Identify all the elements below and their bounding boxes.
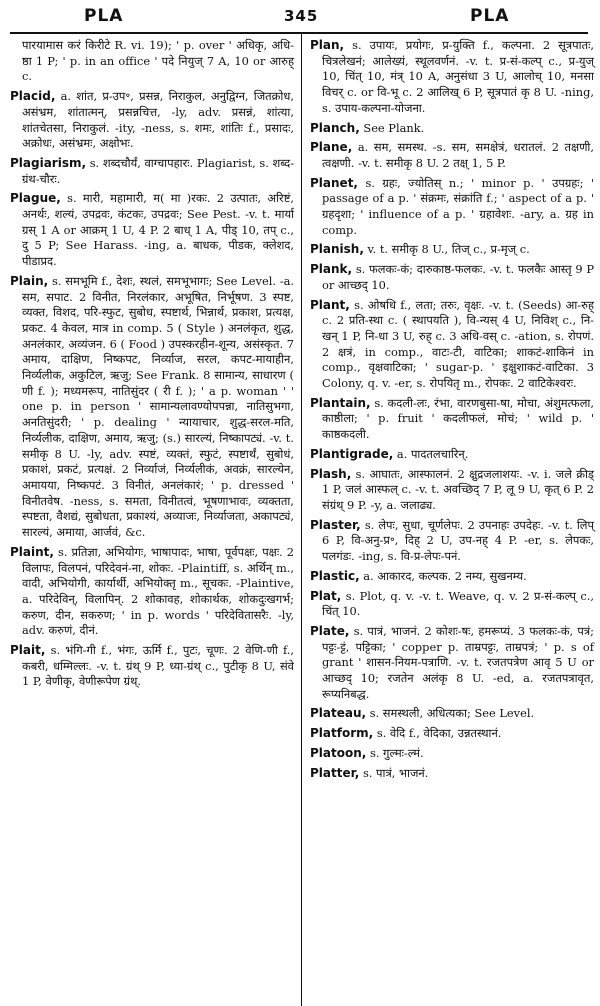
entry-headword: Platter, <box>310 765 360 780</box>
entry-definition: See Plank. <box>363 120 425 135</box>
entry-headword: Plantigrade, <box>310 446 394 461</box>
entry-definition: s. ग्रहः, ज्योतिस् n.; ' minor p. ' उपग्रहः; ' passage of a p. ' संक्रमः, संक्रांति f.; ' aspect of a p. ' ग्रहदृशा; ' influence of a p. ' ग्रहावेशः. -ary, a. ग्रह in comp. <box>322 175 595 237</box>
entry-definition: a. पादतलचारिन्. <box>396 446 469 461</box>
entry-definition: a. सम, समस्थ. -s. सम, समक्षेत्रं, धरातलं. 2 तक्षणी, त्वक्षणी. -v. t. समीकृ 8 U. 2 तक्ष् 1, 5 P. <box>322 140 595 170</box>
entry-definition: s. प्रतिज्ञा, अभियोगः, भाषापादः, भाषा, पूर्वपक्षः, पक्षः. 2 विलापः, विलपनं, परिदेवनं-ना, शोकः. -Plaintiff, s. अर्थिन् m., वादी, अभियोगी, कार्यार्थी, अभियोक्तृ m., सूचकः. -Plaintive, a. परिदेविन्, विलापिन्. 2 शोकावह, शोकार्थक, शोकदुःखगर्भ; करुण, दीन, सकरुण; ' in p. words ' परिदेवितासरैः. -ly, adv. करुणं, दीनं. <box>22 544 295 638</box>
dictionary-entry <box>310 447 594 463</box>
entry-headword: Plant, <box>310 297 350 312</box>
dictionary-entry <box>310 589 594 620</box>
entry-definition: s. फलकः-कं; दारुकाष्ठ-फलकः. -v. t. फलकैः आस्तृ 9 P or आच्छद् 10. <box>322 262 594 292</box>
entry-headword: Plastic, <box>310 568 360 583</box>
dictionary-entry <box>10 274 294 541</box>
dictionary-entry <box>10 156 294 187</box>
dictionary-entry <box>310 38 594 117</box>
entry-headword: Plait, <box>10 643 46 658</box>
entry-definition: s. पात्रं, भाजनं. <box>362 765 429 780</box>
dictionary-entry <box>310 140 594 171</box>
entry-headword: Plate, <box>310 623 350 638</box>
right-entry-list <box>310 38 594 781</box>
entry-definition: s. भंगि-गी f., भंगः, ऊर्मि f., पुटः, चूणः. 2 वेणि-णी f., कबरी, धम्मिल्लः. -v. t. ग्रंथ् 9 P, ध्या-ग्रंथ् c., पुटीकृ 8 U, संवे 1 P, वेणीकृ, वेणीरूपेण ग्रंथ्. <box>22 643 294 689</box>
continued-entry: पारयामास करं किरीटे R. vi. 19); ' p. over ' अधिकृ, अधि-ष्ठा 1 P; ' p. in an office ' पदे नियुज् 7 A, 10 or आरुह् c. <box>22 38 294 84</box>
dictionary-entry <box>310 624 594 703</box>
entry-headword: Plateau, <box>310 706 367 721</box>
left-entry-list <box>10 89 294 690</box>
entry-definition: s. आघातः, आस्फालनं. 2 क्षुद्रजलाशयः. -v. i. जले क्रीड् 1 P, जलं आस्फल् c. -v. t. अवच्छिद् 7 P, लू 9 U, कृत् 6 P. 2 संग्रंथ् 9 P. -y, a. जलाढ्य. <box>322 466 594 512</box>
entry-headword: Platoon, <box>310 745 367 760</box>
entry-definition: s. समस्थली, अधित्यका; See Level. <box>369 706 535 721</box>
right-column <box>310 38 594 785</box>
dictionary-entry <box>310 298 594 392</box>
entry-definition: a. आकारद, कल्पक. 2 नम्य, सुखनम्य. <box>363 568 527 583</box>
dictionary-entry <box>10 191 294 270</box>
dictionary-entry <box>310 242 594 258</box>
entry-definition: s. वेदि f., वेदिका, उन्नतस्थानं. <box>376 726 502 741</box>
header-rule <box>10 32 588 34</box>
dictionary-entry <box>310 746 594 762</box>
entry-headword: Planch, <box>310 120 360 135</box>
dictionary-entry <box>310 706 594 722</box>
entry-headword: Plaint, <box>10 544 54 559</box>
page-header <box>0 0 600 34</box>
entry-definition: s. लेपः, सुधा, चूर्णलेपः. 2 उपनाहः उपदेहः. -v. t. लिप् 6 P, वि-अनु-प्र॰, दिह् 2 U, उप-नह् 4 P. -er, s. लेपकः, पलगंडः. -ing, s. वि-प्र-लेपः-पनं. <box>322 517 594 564</box>
column-divider <box>301 34 302 1006</box>
entry-headword: Plane, <box>310 140 353 155</box>
dictionary-entry <box>310 518 594 565</box>
dictionary-entry <box>310 176 594 239</box>
entry-definition: s. गुल्मः-ल्मं. <box>369 745 424 760</box>
entry-definition: s. पात्रं, भाजनं. 2 कोशः-षः, हमरूप्यं. 3 फलकः-कं, पत्रं; पट्टः-ट्टं, पट्टिका; ' copper p. ताम्रपट्टः, ताम्रपत्रं; ' p. s of grant ' शासन-नियम-पत्राणि. -v. t. रजतपत्रेण आवृ 5 U or आच्छद् 10; रजतेन अलंकृ 8 U. -ed, a. रजतपत्रावृत, रूप्यनिबद्ध. <box>322 623 594 701</box>
entry-headword: Plan, <box>310 38 345 52</box>
entry-headword: Plank, <box>310 262 353 277</box>
page-number: 345 <box>284 7 319 25</box>
entry-headword: Plague, <box>10 191 61 206</box>
entry-definition: s. समभूमि f., देशः, स्थलं, समभूभागः; See Level. -a. सम, सपाट. 2 विनीत, निरलंकार, अभूषित, निर्भूषण. 3 स्पष्ट, व्यक्त, विशद, परि-स्फुट, सुबोध, स्पष्टार्थ, भिन्नार्थ, प्रकाश, प्रत्यक्ष, प्रकट. 4 केवल, मात्र in comp. 5 ( Style ) अनलंकृत, शुद्ध, अनलंकार, अव्यंजन. 6 ( Food ) उपस्करहीन-शून्य, असंस्कृत. 7 अमाय, दाक्षिण, निष्कपट, निर्व्याज, सरल, कपट-मायाहीन, निर्व्यलीक, अकुटिल, ऋजु; See Frank. 8 सामान्य, साधारण ( णी f. ); मध्यमरूप, नातिसुंदर ( री f. ); ' a p. woman ' ' one p. in person ' सामान्यलावण्योपपन्ना, नातिसुभगा, अनतिसुंदरी; ' p. dealing ' न्यायाचार, शुद्ध-सरल-मति, निर्व्यलीक, दाक्षिण, अमाय, ऋजु; (s.) सारल्यं, निष्कापट्यं. -v. t. समीकृ 8 U. -ly, adv. स्पष्टं, व्यक्तं, स्फुटं, स्पष्टार्थं, सुबोधं, प्रकाशं, प्रकटं, प्रत्यक्षं. 2 निर्व्याजं, निर्व्यलीकं, अवक्रं, सारल्येन, अमायया, निष्कपटं. 3 विनीतं, अनलंकारं; ' p. dressed ' विनीतवेष. -ness, s. समता, विनीतत्वं, भूषणाभावः, व्यक्तता, स्पष्टता, वैशद्यं, सुबोधता, प्रकाश्यं, अव्याजः, निर्व्याजता, अकापट्यं, सारल्यं, अमाया, आर्जवं, &c. <box>22 273 295 540</box>
dictionary-entry <box>310 262 594 293</box>
entry-headword: Plaster, <box>310 517 361 532</box>
dictionary-entry <box>310 766 594 782</box>
entry-definition: s. उपायः, प्रयोगः, प्र-युक्ति f., कल्पना. 2 सूत्रपातः, चित्रलेखनं; आलेख्यं, स्थूलवर्णनं. -v. t. प्र-सं-कल्प् c., प्र-युज् 10, चिंत् 10, मंत्र् 10 A, अनुसंधा 3 U, आलोच् 10, मनसा विचर् c. or वि-भू c. 2 आलिख् 6 P, सूत्रपातं कृ 8 U. -ning, s. उपाय-कल्पना-योजना. <box>322 38 594 115</box>
entry-headword: Planish, <box>310 242 364 257</box>
dictionary-entry <box>10 545 294 639</box>
entry-headword: Plagiarism, <box>10 155 87 170</box>
dictionary-entry <box>310 121 594 137</box>
entry-headword: Plash, <box>310 466 352 481</box>
entry-headword: Plat, <box>310 588 342 603</box>
dictionary-entry <box>10 89 294 152</box>
entry-definition: s. Plot, q. v. -v. t. Weave, q. v. 2 प्र-सं-कल्प् c., चिंत् 10. <box>322 588 594 619</box>
entry-headword: Platform, <box>310 726 374 741</box>
entry-definition: v. t. समीकृ 8 U., तिज् c., प्र-मृज् c. <box>367 242 530 257</box>
entry-definition: a. शांत, प्र-उप॰, प्रसन्न, निराकुल, अनुद्विग्न, जितक्रोध, असंभ्रम, शांतात्मन्, प्रसन्नचित्त, -ly, adv. प्रसन्नं, शांत्या, शांतचेतसा, निराकुलं. -ity, -ness, s. शमः, शांतिः f., प्रसादः, अक्रोधः, असंभ्रमः, अक्षोभः. <box>22 89 294 151</box>
entry-definition: s. शब्दचौर्यं, वाग्चापहारः. Plagiarist, s. शब्द-ग्रंथ-चौरः. <box>22 155 294 186</box>
dictionary-entry <box>310 569 594 585</box>
entry-headword: Plantain, <box>310 395 371 410</box>
entry-definition: s. मारी, महामारी, म( मा )रकः. 2 उत्पातः, अरिष्टं, अनर्थः, शल्यं, उपद्रवः, कंटकः, उपद्रवः; See Pest. -v. t. मार्या ग्रस् 1 A or आक्रम् 1 U, 4 P. 2 बाध् 1 A, पीड् 10, तप् c., दु 5 P; See Harass. -ing, a. बाधक, पीडक, क्लेशद, पीडाप्रद. <box>22 191 294 269</box>
right-guide-word: PLA <box>470 6 510 26</box>
dictionary-entry <box>310 726 594 742</box>
entry-headword: Planet, <box>310 175 358 190</box>
dictionary-entry <box>310 396 594 443</box>
entry-definition: s. कदली-लः, रंभा, वारणबुसा-षा, मोचा, अंशुमत्फला, काष्ठीला; ' p. fruit ' कदलीफलं, मोचं; ' wild p. ' काष्ठकदली. <box>322 395 595 442</box>
left-guide-word: PLA <box>84 6 124 26</box>
entry-headword: Placid, <box>10 89 56 104</box>
entry-headword: Plain, <box>10 273 49 288</box>
dictionary-entry <box>10 643 294 690</box>
dictionary-entry <box>310 467 594 514</box>
left-column <box>10 38 294 694</box>
entry-definition: s. ओषधि f., लता; तरुः, वृक्षः. -v. t. (Seeds) आ-रुह् c. 2 प्रति-स्था c. ( स्थापयति ), वि-न्यस् 4 U, निविश् c., नि-खन् 1 P, नि-धा 3 U, रुह् c. 3 अधि-वस् c. -ation, s. रोपणं. 2 क्षत्रं, in comp., वाटः-टी, वाटिका; शाकटं-शाकिनं in comp., वृक्षवाटिका; ' sugar-p. ' इक्षुशाकटं-वाटिका. 3 Colony, q. v. -er, s. रोपयितृ m., रोपकः. 2 वाटिकेश्वरः. <box>322 297 595 391</box>
